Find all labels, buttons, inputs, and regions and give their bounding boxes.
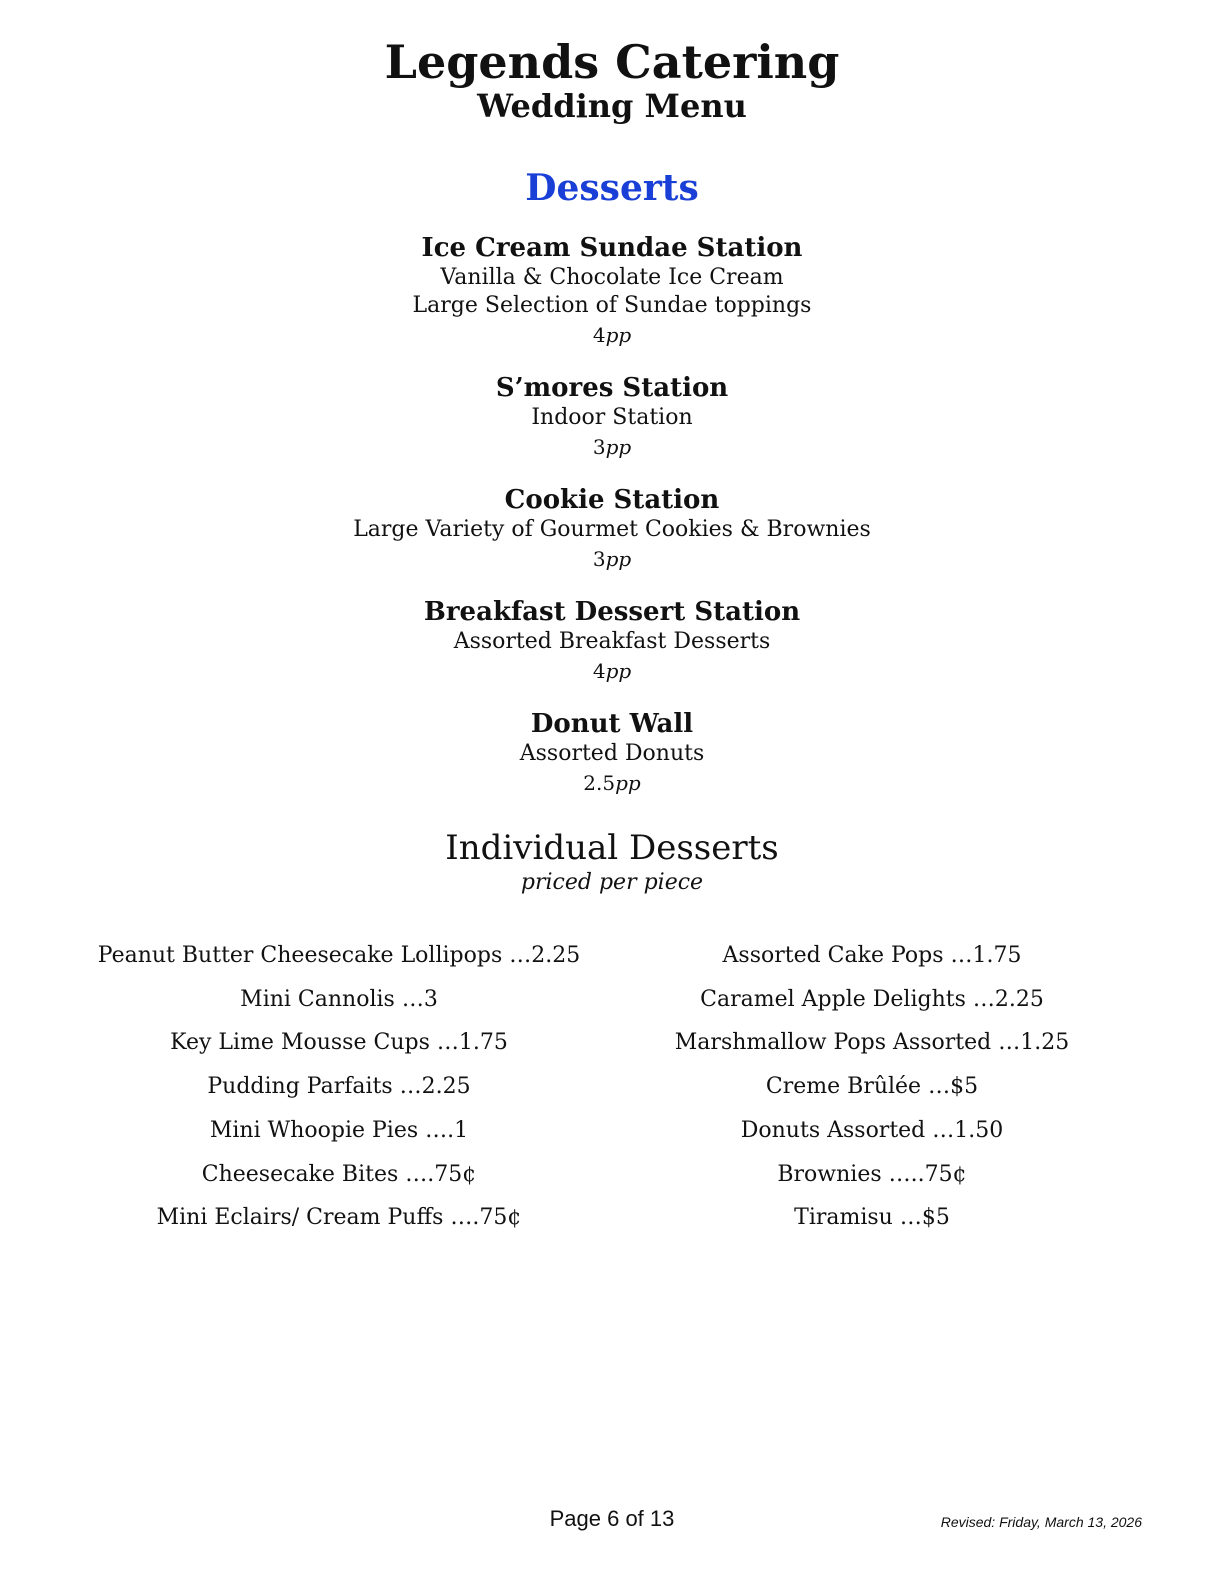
list-item: Marshmallow Pops Assorted …1.25 — [674, 1030, 1070, 1056]
price-value: 4 — [592, 323, 606, 347]
list-item: Creme Brûlée …$5 — [765, 1074, 979, 1100]
individual-desserts-title: Individual Desserts — [445, 828, 779, 868]
station-price — [0, 432, 1224, 462]
individual-desserts-subtitle: priced per piece — [520, 870, 704, 895]
station-price — [0, 544, 1224, 574]
price-value: 3 — [592, 547, 606, 571]
page-number: Page 6 of 13 — [549, 1506, 675, 1531]
station-price — [0, 768, 1224, 798]
dessert-list-left — [89, 934, 589, 1240]
station-description: Large Selection of Sundae toppings — [412, 293, 812, 318]
station-price — [0, 320, 1224, 350]
station-name: S’mores Station — [495, 373, 729, 403]
list-item: Mini Whoopie Pies ….1 — [209, 1117, 469, 1143]
price-unit: pp — [605, 435, 632, 459]
list-item: Tiramisu …$5 — [794, 1205, 950, 1231]
list-item: Brownies …..75¢ — [777, 1161, 967, 1187]
page-subtitle: Wedding Menu — [477, 87, 747, 125]
station-name: Cookie Station — [504, 485, 720, 515]
station-price — [0, 656, 1224, 686]
section-title: Desserts — [525, 167, 699, 209]
dessert-list-right — [622, 934, 1122, 1240]
station-description: Assorted Breakfast Desserts — [453, 629, 771, 654]
list-item: Mini Cannolis …3 — [240, 986, 438, 1012]
list-item: Key Lime Mousse Cups …1.75 — [170, 1030, 508, 1056]
list-item: Pudding Parfaits …2.25 — [207, 1074, 471, 1100]
station-description: Indoor Station — [531, 405, 693, 430]
station-item — [0, 484, 1224, 574]
price-value: 4 — [592, 659, 606, 683]
price-unit: pp — [605, 547, 632, 571]
station-item — [0, 232, 1224, 350]
station-name: Breakfast Dessert Station — [423, 597, 801, 627]
list-item: Assorted Cake Pops …1.75 — [722, 943, 1022, 968]
station-name: Ice Cream Sundae Station — [421, 233, 803, 263]
price-unit: pp — [605, 323, 632, 347]
revision-date: Revised: Friday, March 13, 2026 — [940, 1514, 1142, 1530]
list-item: Donuts Assorted …1.50 — [740, 1117, 1004, 1143]
price-unit: pp — [615, 771, 641, 795]
station-description: Vanilla & Chocolate Ice Cream — [440, 265, 784, 290]
price-value: 3 — [592, 435, 606, 459]
station-item — [0, 372, 1224, 462]
list-item: Peanut Butter Cheesecake Lollipops …2.25 — [97, 943, 581, 968]
station-item — [0, 596, 1224, 686]
station-name: Donut Wall — [530, 709, 694, 739]
price-unit: pp — [605, 659, 632, 683]
station-list — [0, 232, 1224, 820]
page-title: Legends Catering — [384, 35, 840, 89]
station-description: Large Variety of Gourmet Cookies & Brownies — [353, 517, 871, 542]
list-item: Mini Eclairs/ Cream Puffs ….75¢ — [156, 1205, 522, 1231]
station-item — [0, 708, 1224, 798]
list-item: Cheesecake Bites ….75¢ — [201, 1161, 477, 1187]
station-description: Assorted Donuts — [519, 741, 705, 766]
list-item: Caramel Apple Delights …2.25 — [700, 986, 1044, 1012]
price-value: 2.5 — [583, 771, 616, 795]
